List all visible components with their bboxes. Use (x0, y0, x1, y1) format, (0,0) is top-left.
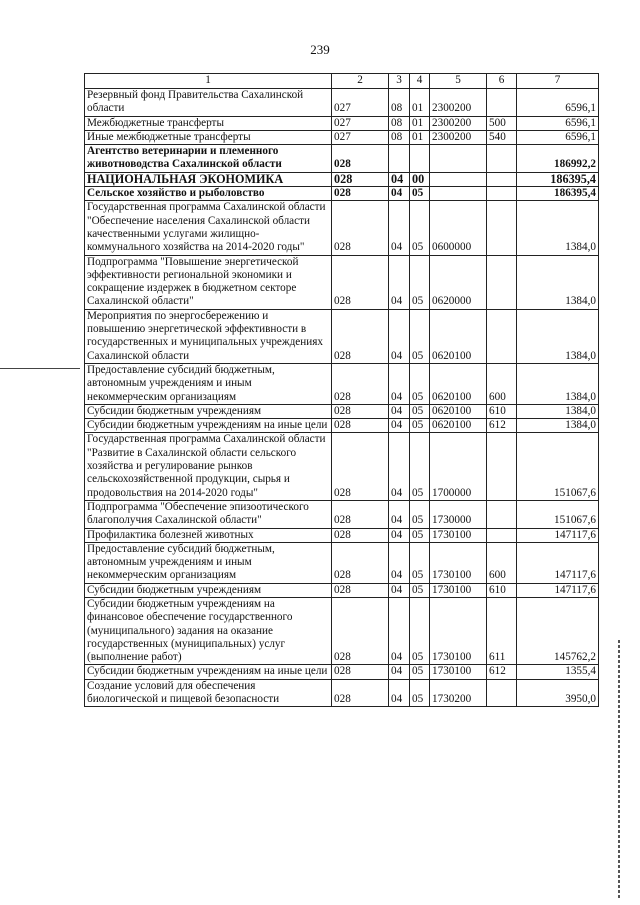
target-article-cell: 0620100 (430, 363, 487, 404)
expense-type-cell: 500 (487, 116, 517, 130)
admin-code-cell: 028 (332, 665, 389, 679)
expense-type-cell: 600 (487, 542, 517, 583)
expense-type-cell (487, 201, 517, 255)
target-article-cell: 0620100 (430, 404, 487, 418)
table-row (85, 309, 599, 363)
row-name-cell: Государственная программа Сахалинской области "Обеспечение населения Сахалинской области качественными услугами жилищно-коммунального хозяйства на 2014-2020 годы" (85, 201, 332, 255)
target-article-cell: 2300200 (430, 130, 487, 144)
amount-cell: 3950,0 (517, 679, 599, 707)
expense-type-cell (487, 89, 517, 117)
subsection-cell: 05 (410, 201, 430, 255)
expense-type-cell: 540 (487, 130, 517, 144)
subsection-cell: 05 (410, 500, 430, 528)
amount-cell: 1355,4 (517, 665, 599, 679)
section-cell: 04 (389, 528, 410, 542)
subsection-cell (410, 145, 430, 173)
table-row (85, 419, 599, 433)
amount-cell: 6596,1 (517, 116, 599, 130)
expense-type-cell (487, 187, 517, 201)
expense-type-cell (487, 172, 517, 186)
amount-cell: 1384,0 (517, 404, 599, 418)
target-article-cell: 1730100 (430, 542, 487, 583)
section-cell: 08 (389, 89, 410, 117)
row-name-cell: Субсидии бюджетным учреждениям (85, 583, 332, 597)
table-row (85, 172, 599, 186)
expense-type-cell: 612 (487, 665, 517, 679)
target-article-cell: 1730100 (430, 528, 487, 542)
target-article-cell: 0620100 (430, 419, 487, 433)
table-row (85, 255, 599, 309)
table-row (85, 145, 599, 173)
expense-type-cell: 600 (487, 363, 517, 404)
admin-code-cell: 028 (332, 363, 389, 404)
scan-edge-line (618, 640, 620, 900)
row-name-cell: Подпрограмма "Обеспечение эпизоотического благополучия Сахалинской области" (85, 500, 332, 528)
target-article-cell (430, 187, 487, 201)
expense-type-cell (487, 500, 517, 528)
header-col-5: 5 (430, 74, 487, 89)
admin-code-cell: 027 (332, 116, 389, 130)
section-cell: 08 (389, 116, 410, 130)
amount-cell: 186992,2 (517, 145, 599, 173)
expense-type-cell: 610 (487, 404, 517, 418)
row-name-cell: Подпрограмма "Повышение энергетической эффективности региональной экономики и сокращение издержек в бюджетном секторе Сахалинской области" (85, 255, 332, 309)
subsection-cell: 05 (410, 255, 430, 309)
margin-line (0, 368, 80, 369)
expense-type-cell (487, 255, 517, 309)
admin-code-cell: 028 (332, 419, 389, 433)
header-col-4: 4 (410, 74, 430, 89)
header-col-6: 6 (487, 74, 517, 89)
table-row (85, 679, 599, 707)
row-name-cell: Предоставление субсидий бюджетным, автономным учреждениям и иным некоммерческим организациям (85, 542, 332, 583)
expense-type-cell (487, 528, 517, 542)
subsection-cell: 00 (410, 172, 430, 186)
section-cell (389, 145, 410, 173)
row-name-cell: Субсидии бюджетным учреждениям на иные цели (85, 665, 332, 679)
target-article-cell: 2300200 (430, 116, 487, 130)
admin-code-cell: 028 (332, 433, 389, 500)
admin-code-cell: 028 (332, 255, 389, 309)
table-row (85, 597, 599, 664)
subsection-cell: 05 (410, 187, 430, 201)
section-cell: 04 (389, 187, 410, 201)
admin-code-cell: 027 (332, 89, 389, 117)
amount-cell: 147117,6 (517, 528, 599, 542)
subsection-cell: 05 (410, 665, 430, 679)
amount-cell: 6596,1 (517, 89, 599, 117)
section-cell: 04 (389, 583, 410, 597)
expense-type-cell (487, 309, 517, 363)
amount-cell: 145762,2 (517, 597, 599, 664)
row-name-cell: Субсидии бюджетным учреждениям (85, 404, 332, 418)
expense-type-cell (487, 145, 517, 173)
section-cell: 04 (389, 404, 410, 418)
section-cell: 04 (389, 500, 410, 528)
admin-code-cell: 028 (332, 583, 389, 597)
row-name-cell: Субсидии бюджетным учреждениям на иные цели (85, 419, 332, 433)
row-name-cell: Сельское хозяйство и рыболовство (85, 187, 332, 201)
header-col-7: 7 (517, 74, 599, 89)
row-name-cell: Межбюджетные трансферты (85, 116, 332, 130)
amount-cell: 1384,0 (517, 419, 599, 433)
table-row (85, 500, 599, 528)
target-article-cell (430, 172, 487, 186)
admin-code-cell: 027 (332, 130, 389, 144)
amount-cell: 6596,1 (517, 130, 599, 144)
row-name-cell: Профилактика болезней животных (85, 528, 332, 542)
table-row (85, 201, 599, 255)
subsection-cell: 01 (410, 116, 430, 130)
amount-cell: 1384,0 (517, 363, 599, 404)
table-row (85, 583, 599, 597)
section-cell: 04 (389, 419, 410, 433)
target-article-cell: 0600000 (430, 201, 487, 255)
table-row (85, 130, 599, 144)
admin-code-cell: 028 (332, 172, 389, 186)
subsection-cell: 01 (410, 89, 430, 117)
header-row (85, 74, 599, 89)
subsection-cell: 05 (410, 528, 430, 542)
admin-code-cell: 028 (332, 145, 389, 173)
target-article-cell (430, 145, 487, 173)
section-cell: 04 (389, 201, 410, 255)
subsection-cell: 05 (410, 363, 430, 404)
amount-cell: 147117,6 (517, 583, 599, 597)
admin-code-cell: 028 (332, 679, 389, 707)
table-row (85, 404, 599, 418)
section-cell: 04 (389, 597, 410, 664)
expense-type-cell (487, 433, 517, 500)
target-article-cell: 0620100 (430, 309, 487, 363)
target-article-cell: 1730100 (430, 583, 487, 597)
subsection-cell: 05 (410, 404, 430, 418)
row-name-cell: Мероприятия по энергосбережению и повышению энергетической эффективности в государственных и муниципальных учреждениях Сахалинской области (85, 309, 332, 363)
expense-type-cell: 611 (487, 597, 517, 664)
expense-type-cell: 610 (487, 583, 517, 597)
amount-cell: 1384,0 (517, 309, 599, 363)
section-cell: 08 (389, 130, 410, 144)
amount-cell: 186395,4 (517, 172, 599, 186)
row-name-cell: Государственная программа Сахалинской области "Развитие в Сахалинской области сельского хозяйства и регулирование рынков сельскохозяйственной продукции, сырья и продовольствия на 2014-2020 годы" (85, 433, 332, 500)
budget-table (84, 73, 599, 707)
admin-code-cell: 028 (332, 500, 389, 528)
subsection-cell: 01 (410, 130, 430, 144)
row-name-cell: Иные межбюджетные трансферты (85, 130, 332, 144)
table-row (85, 433, 599, 500)
admin-code-cell: 028 (332, 528, 389, 542)
section-cell: 04 (389, 363, 410, 404)
section-cell: 04 (389, 172, 410, 186)
amount-cell: 186395,4 (517, 187, 599, 201)
section-cell: 04 (389, 255, 410, 309)
amount-cell: 1384,0 (517, 201, 599, 255)
expense-type-cell: 612 (487, 419, 517, 433)
section-cell: 04 (389, 665, 410, 679)
target-article-cell: 0620000 (430, 255, 487, 309)
table-row (85, 187, 599, 201)
subsection-cell: 05 (410, 679, 430, 707)
subsection-cell: 05 (410, 583, 430, 597)
row-name-cell: Создание условий для обеспечения биологической и пищевой безопасности (85, 679, 332, 707)
section-cell: 04 (389, 433, 410, 500)
subsection-cell: 05 (410, 433, 430, 500)
amount-cell: 151067,6 (517, 433, 599, 500)
admin-code-cell: 028 (332, 187, 389, 201)
table-row (85, 665, 599, 679)
subsection-cell: 05 (410, 542, 430, 583)
header-col-2: 2 (332, 74, 389, 89)
admin-code-cell: 028 (332, 201, 389, 255)
target-article-cell: 1730000 (430, 500, 487, 528)
target-article-cell: 1700000 (430, 433, 487, 500)
amount-cell: 1384,0 (517, 255, 599, 309)
row-name-cell: Предоставление субсидий бюджетным, автономным учреждениям и иным некоммерческим организациям (85, 363, 332, 404)
table-row (85, 116, 599, 130)
amount-cell: 151067,6 (517, 500, 599, 528)
table-row (85, 542, 599, 583)
table-row (85, 528, 599, 542)
subsection-cell: 05 (410, 419, 430, 433)
page-number: 239 (310, 42, 330, 57)
table-row (85, 363, 599, 404)
row-name-cell: Резервный фонд Правительства Сахалинской области (85, 89, 332, 117)
admin-code-cell: 028 (332, 542, 389, 583)
row-name-cell: Субсидии бюджетным учреждениям на финансовое обеспечение государственного (муниципального) задания на оказание государственных (муниципальных) услуг (выполнение работ) (85, 597, 332, 664)
admin-code-cell: 028 (332, 309, 389, 363)
amount-cell: 147117,6 (517, 542, 599, 583)
target-article-cell: 1730200 (430, 679, 487, 707)
row-name-cell: Агентство ветеринарии и племенного животноводства Сахалинской области (85, 145, 332, 173)
expense-type-cell (487, 679, 517, 707)
section-cell: 04 (389, 679, 410, 707)
section-cell: 04 (389, 542, 410, 583)
subsection-cell: 05 (410, 597, 430, 664)
row-name-cell: НАЦИОНАЛЬНАЯ ЭКОНОМИКА (85, 172, 332, 186)
section-cell: 04 (389, 309, 410, 363)
target-article-cell: 1730100 (430, 597, 487, 664)
header-col-1: 1 (85, 74, 332, 89)
target-article-cell: 2300200 (430, 89, 487, 117)
admin-code-cell: 028 (332, 597, 389, 664)
admin-code-cell: 028 (332, 404, 389, 418)
target-article-cell: 1730100 (430, 665, 487, 679)
subsection-cell: 05 (410, 309, 430, 363)
header-col-3: 3 (389, 74, 410, 89)
table-row (85, 89, 599, 117)
